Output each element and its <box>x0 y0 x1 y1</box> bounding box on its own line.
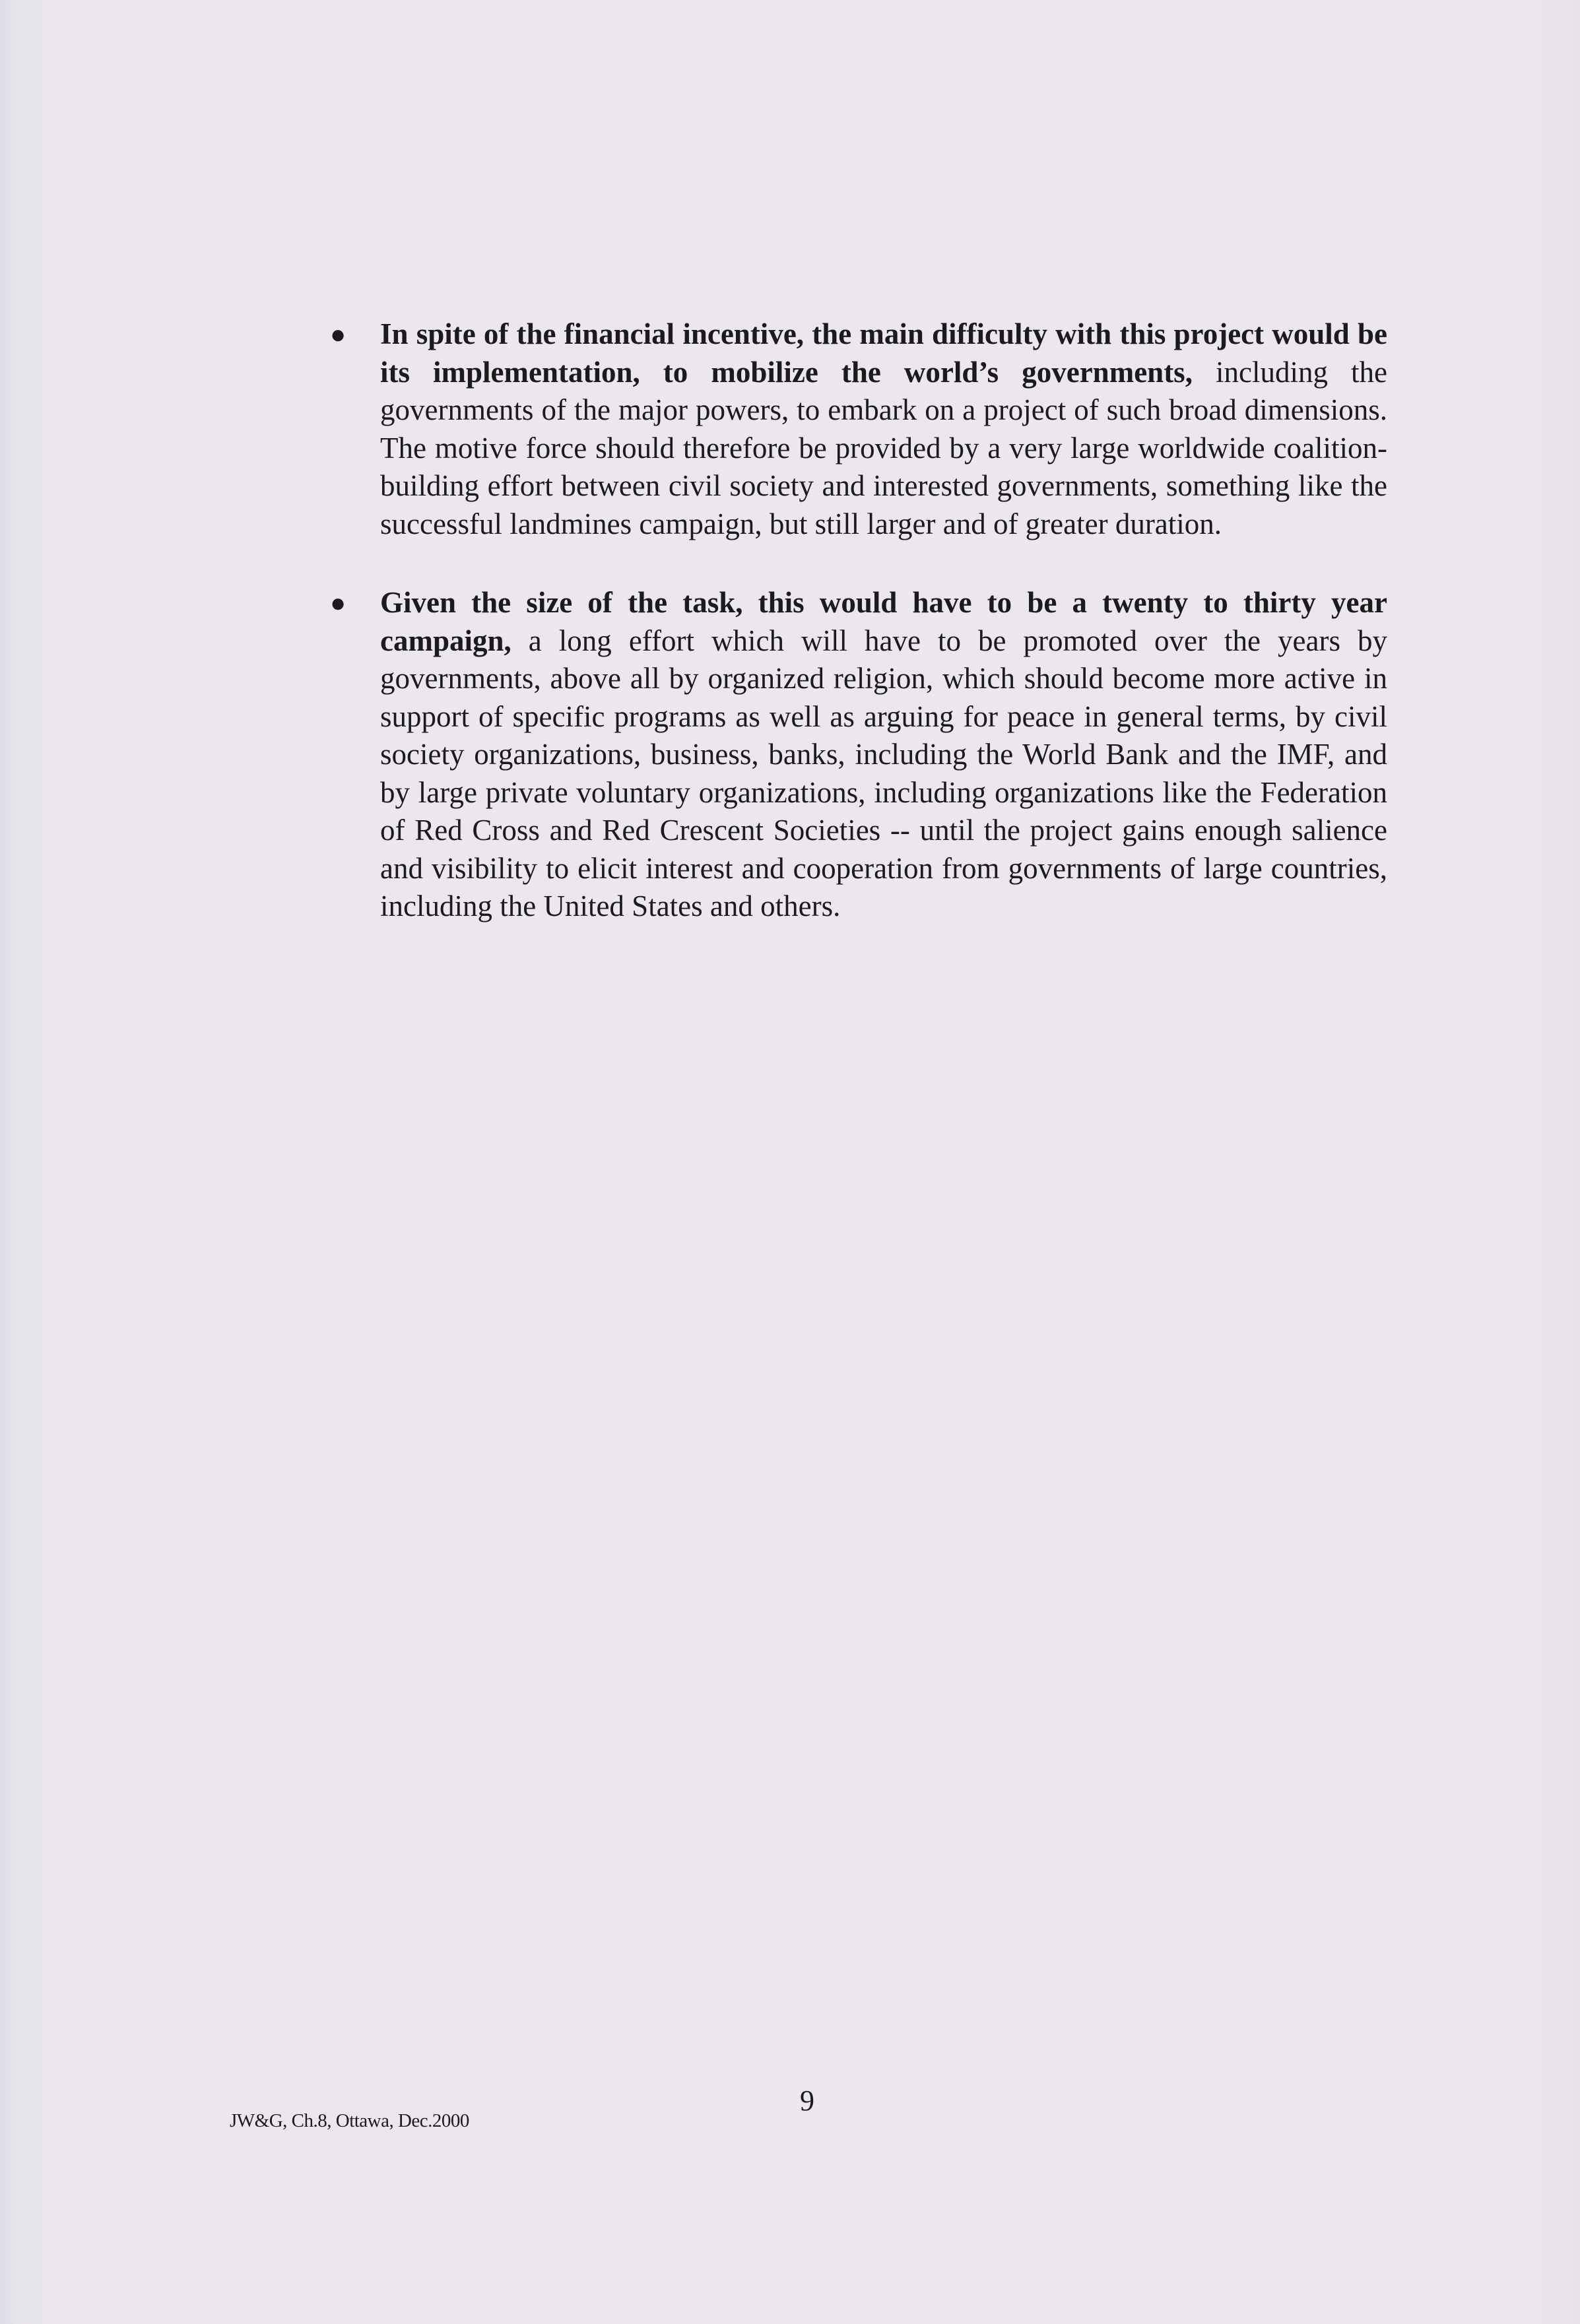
bullet-body-text: a long effort which will have to be promoted over the years by governments, above all by organized religion, which should become more active in support of specific programs as well as arguing for peace in general terms, by civil society organizations, business, banks, including the World Bank and the IMF, and by large private voluntary organizations, including organizations like the Federation of Red Cross and Red Crescent Societies -- until the project gains enough salience and visibility to elicit interest and cooperation from governments of large countries, including the United States and others. <box>380 624 1387 922</box>
bullet-body-text: including the governments of the major powers, to embark on a project of such broad dimensions. The motive force should therefore be provided by a very large worldwide coalition-building effort between civil society and interested governments, something like the successful landmines campaign, but still larger and of greater duration. <box>380 355 1387 540</box>
bullet-item-campaign <box>323 584 1387 926</box>
bullet-bold-lead: In spite of the financial incentive, the main difficulty with this project would be its implementation, to mobilize the world’s governments, <box>380 317 1387 389</box>
bullet-item-implementation <box>323 315 1387 543</box>
bullet-list <box>323 315 1387 967</box>
footer-source: JW&G, Ch.8, Ottawa, Dec.2000 <box>230 2110 469 2131</box>
bullet-bold-lead: Given the size of the task, this would have to be a twenty to thirty year campaign, <box>380 586 1387 657</box>
bullet-icon: ● <box>330 319 346 349</box>
page-number: 9 <box>800 2084 814 2117</box>
bullet-icon: ● <box>330 588 346 618</box>
